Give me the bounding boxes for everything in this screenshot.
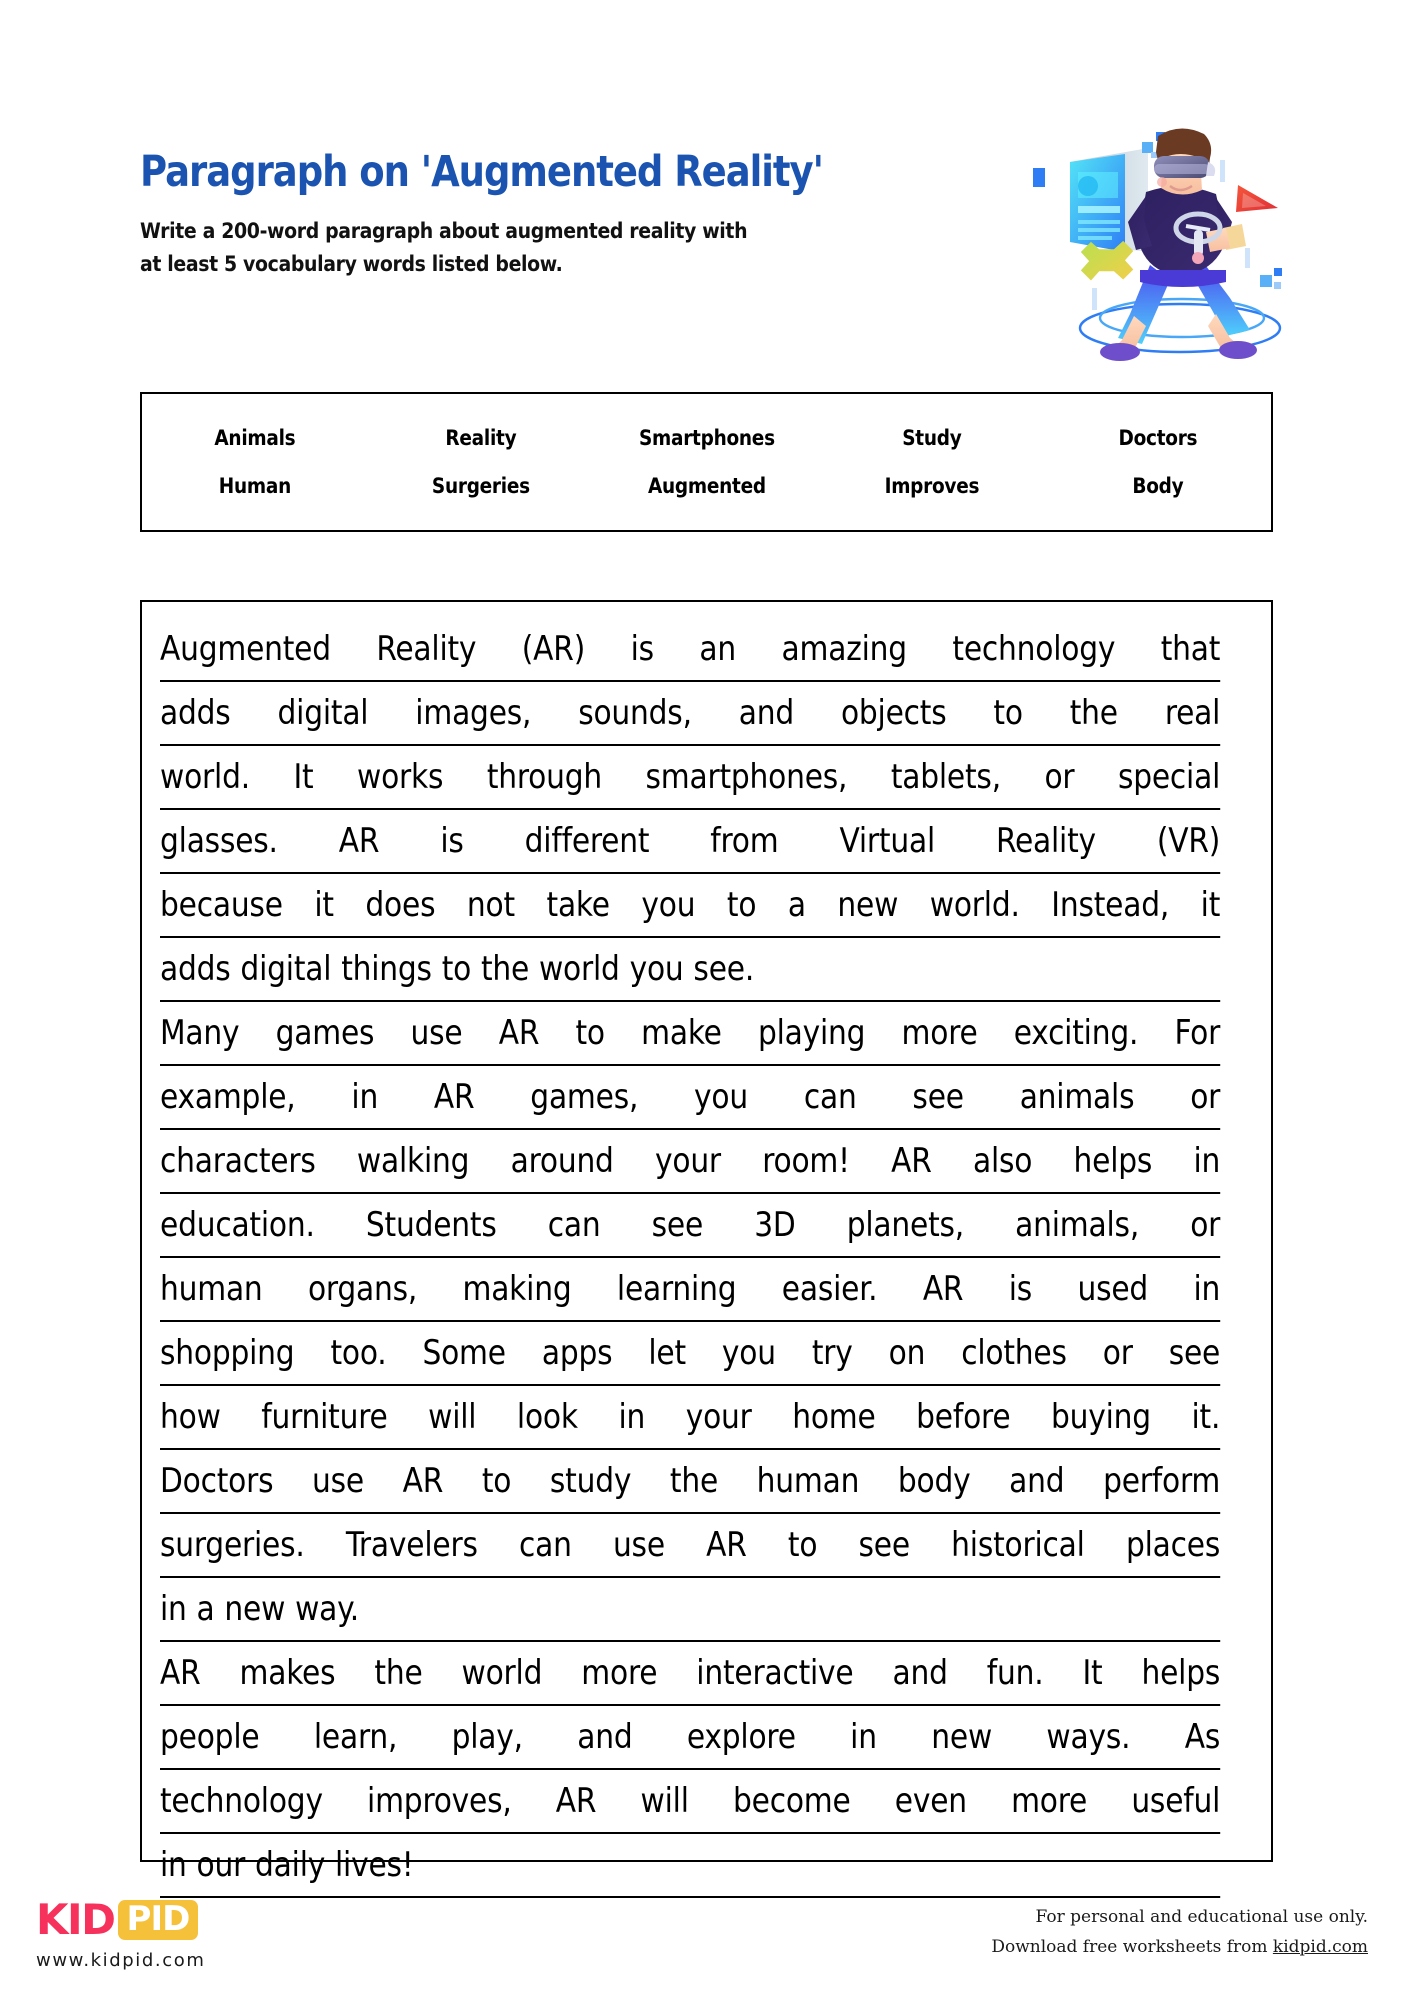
- answer-word: technology: [160, 1781, 323, 1821]
- answer-word: Augmented: [160, 629, 331, 669]
- answer-word: amazing: [781, 629, 907, 669]
- answer-word: before: [916, 1397, 1011, 1437]
- answer-word: useful: [1131, 1781, 1221, 1821]
- answer-word: make: [641, 1013, 722, 1053]
- answer-word: body: [897, 1461, 971, 1501]
- answer-word: or: [1102, 1333, 1133, 1373]
- answer-line[interactable]: [160, 1770, 1220, 1834]
- vocab-word: Reality: [445, 426, 517, 450]
- vocab-word: Doctors: [1118, 426, 1198, 450]
- answer-word: you: [641, 885, 696, 925]
- vocab-word: Improves: [884, 474, 980, 498]
- answer-word: AR: [160, 1653, 201, 1693]
- answer-word: different: [524, 821, 650, 861]
- answer-word: AR: [922, 1269, 964, 1309]
- answer-word: our: [196, 1845, 246, 1885]
- answer-word: human: [160, 1269, 263, 1309]
- answer-line[interactable]: [160, 1386, 1220, 1450]
- answer-word: see: [912, 1077, 964, 1117]
- answer-word: become: [732, 1781, 851, 1821]
- answer-word: new: [224, 1589, 286, 1629]
- answer-line[interactable]: [160, 1706, 1220, 1770]
- answer-word: a: [787, 885, 806, 925]
- answer-word: clothes: [961, 1333, 1067, 1373]
- answer-word: more: [1011, 1781, 1088, 1821]
- answer-word: the: [669, 1461, 719, 1501]
- answer-word: It: [293, 757, 314, 797]
- answer-word: Some: [422, 1333, 506, 1373]
- answer-word: helps: [1073, 1141, 1153, 1181]
- triangle-shape-icon: [1236, 185, 1278, 212]
- answer-word: apps: [541, 1333, 613, 1373]
- answer-word: Travelers: [345, 1525, 478, 1565]
- answer-word: world.: [160, 757, 250, 797]
- answer-word: or: [1190, 1205, 1221, 1245]
- answer-word: Virtual: [839, 821, 935, 861]
- answer-word: in: [618, 1397, 646, 1437]
- answer-word: characters: [160, 1141, 316, 1181]
- answer-word: planets,: [846, 1205, 964, 1245]
- answer-word: new: [837, 885, 899, 925]
- answer-word: Many: [160, 1013, 240, 1053]
- answer-word: historical: [951, 1525, 1085, 1565]
- answer-line[interactable]: [160, 618, 1220, 682]
- answer-word: take: [546, 885, 610, 925]
- vocab-word: Animals: [214, 426, 296, 450]
- answer-word: see: [1168, 1333, 1221, 1373]
- answer-word: things: [341, 949, 432, 989]
- worksheet-header: [140, 147, 1070, 280]
- answer-word: making: [462, 1269, 572, 1309]
- answer-word: special: [1117, 757, 1221, 797]
- answer-word: home: [792, 1397, 876, 1437]
- answer-word: an: [699, 629, 737, 669]
- answer-word: in: [351, 1077, 379, 1117]
- answer-word: use: [612, 1525, 665, 1565]
- answer-word: in: [160, 1845, 187, 1885]
- vocab-word: Augmented: [647, 474, 766, 498]
- answer-word: AR: [402, 1461, 444, 1501]
- answer-word: games: [275, 1013, 375, 1053]
- answer-word: learning: [616, 1269, 737, 1309]
- answer-word: explore: [686, 1717, 796, 1757]
- answer-line[interactable]: [160, 1066, 1220, 1130]
- answer-word: (VR): [1156, 821, 1221, 861]
- answer-word: animals: [1019, 1077, 1135, 1117]
- vocab-word: Surgeries: [431, 474, 530, 498]
- answer-word: the: [480, 949, 530, 989]
- answer-word: works: [357, 757, 444, 797]
- answer-word: play,: [451, 1717, 523, 1757]
- answer-line[interactable]: [160, 1642, 1220, 1706]
- answer-word: learn,: [313, 1717, 398, 1757]
- answer-word: places: [1125, 1525, 1221, 1565]
- answer-word: in: [160, 1589, 187, 1629]
- answer-word: does: [365, 885, 436, 925]
- answer-word: world.: [929, 885, 1020, 925]
- answer-word: (AR): [521, 629, 586, 669]
- answer-word: see: [858, 1525, 910, 1565]
- answer-word: example,: [160, 1077, 296, 1117]
- answer-word: AR: [706, 1525, 747, 1565]
- answer-word: or: [1044, 757, 1075, 797]
- answer-word: exciting.: [1013, 1013, 1139, 1053]
- answer-word: is: [440, 821, 464, 861]
- answer-line[interactable]: [160, 682, 1220, 746]
- answer-word: let: [648, 1333, 686, 1373]
- answer-word: you: [721, 1333, 776, 1373]
- answer-word: easier.: [781, 1269, 878, 1309]
- answer-word: on: [888, 1333, 926, 1373]
- answer-word: in: [850, 1717, 877, 1757]
- answer-word: AR: [338, 821, 380, 861]
- answer-word: furniture: [261, 1397, 388, 1437]
- answer-word: used: [1077, 1269, 1149, 1309]
- answer-word: shopping: [160, 1333, 295, 1373]
- answer-word: Doctors: [160, 1461, 274, 1501]
- answer-word: to: [481, 1461, 512, 1501]
- vocabulary-word-bank: [140, 392, 1273, 532]
- worksheet-instructions: [140, 215, 977, 280]
- instruction-line-2: at least 5 vocabulary words listed below.: [140, 251, 563, 276]
- answer-word: smartphones,: [645, 757, 848, 797]
- answer-word: can: [547, 1205, 601, 1245]
- boy-using-vr-headset-illustration: [1030, 100, 1310, 365]
- answer-word: that: [1160, 629, 1221, 669]
- answer-word: is: [630, 629, 654, 669]
- answer-word: world: [538, 949, 620, 989]
- logo-mark: [36, 1897, 266, 1943]
- answer-word: even: [894, 1781, 967, 1821]
- vocab-word: Body: [1132, 474, 1184, 498]
- answer-word: human: [756, 1461, 860, 1501]
- logo-pid-badge: [118, 1900, 199, 1940]
- answer-line[interactable]: [160, 1130, 1220, 1194]
- answer-word: improves,: [367, 1781, 512, 1821]
- answer-word: study: [549, 1461, 632, 1501]
- answer-word: AR: [555, 1781, 597, 1821]
- answer-word: makes: [239, 1653, 336, 1693]
- answer-line[interactable]: [160, 1002, 1220, 1066]
- answer-word: or: [1190, 1077, 1221, 1117]
- answer-word: and: [1009, 1461, 1065, 1501]
- answer-word: the: [1069, 693, 1118, 733]
- answer-word: Instead,: [1051, 885, 1170, 925]
- answer-word: see.: [693, 949, 755, 989]
- answer-word: will: [428, 1397, 477, 1437]
- answer-word: perform: [1103, 1461, 1221, 1501]
- answer-word: lives!: [334, 1845, 414, 1885]
- footer-note-line-2: [991, 1933, 1368, 1963]
- logo-website-url: www.kidpid.com: [36, 1950, 206, 1971]
- answer-word: sounds,: [578, 693, 692, 733]
- answer-word: you: [629, 949, 684, 989]
- answer-word: too.: [330, 1333, 387, 1373]
- answer-line[interactable]: [160, 1194, 1220, 1258]
- answer-word: can: [518, 1525, 572, 1565]
- answer-line[interactable]: [160, 1322, 1220, 1386]
- answer-word: can: [803, 1077, 857, 1117]
- answer-word: way.: [295, 1589, 360, 1629]
- answer-word: to: [787, 1525, 818, 1565]
- answer-word: to: [726, 885, 757, 925]
- vocab-word: Study: [902, 426, 962, 450]
- answer-line[interactable]: [160, 874, 1220, 938]
- answer-word: interactive: [696, 1653, 854, 1693]
- answer-word: it: [1200, 885, 1221, 925]
- answer-word: people: [160, 1717, 260, 1757]
- answer-word: how: [160, 1397, 221, 1437]
- vocabulary-row-2: [142, 474, 1271, 498]
- vocabulary-row-1: [142, 426, 1271, 450]
- answer-word: more: [901, 1013, 978, 1053]
- answer-word: in: [1193, 1141, 1221, 1181]
- answer-word: objects: [840, 693, 947, 733]
- answer-line[interactable]: [160, 1514, 1220, 1578]
- answer-word: your: [685, 1397, 752, 1437]
- answer-word: to: [575, 1013, 605, 1053]
- answer-word: to: [993, 693, 1023, 733]
- answer-word: through: [486, 757, 602, 797]
- answer-word: images,: [415, 693, 532, 733]
- answer-line[interactable]: [160, 1258, 1220, 1322]
- torso: [1128, 186, 1246, 287]
- answer-word: in: [1193, 1269, 1221, 1309]
- logo-pid-text: PID: [126, 1899, 190, 1939]
- answer-word: real: [1164, 693, 1221, 733]
- answer-word: to: [441, 949, 472, 989]
- answer-word: buying: [1050, 1397, 1151, 1437]
- answer-word: As: [1184, 1717, 1221, 1757]
- answer-word: and: [892, 1653, 948, 1693]
- answer-word: tablets,: [890, 757, 1001, 797]
- answer-word: will: [640, 1781, 689, 1821]
- answer-word: around: [510, 1141, 614, 1181]
- answer-word: because: [160, 885, 283, 925]
- answer-word: technology: [952, 629, 1116, 669]
- answer-line[interactable]: [160, 1834, 1220, 1898]
- answer-word: animals,: [1015, 1205, 1140, 1245]
- answer-word: it.: [1191, 1397, 1221, 1437]
- answer-word: room!: [762, 1141, 850, 1181]
- answer-word: your: [655, 1141, 721, 1181]
- answer-word: 3D: [754, 1205, 796, 1245]
- answer-word: use: [410, 1013, 463, 1053]
- answer-word: it: [314, 885, 334, 925]
- answer-word: the: [374, 1653, 423, 1693]
- kidpid-link[interactable]: kidpid.com: [1272, 1936, 1368, 1957]
- answer-line[interactable]: [160, 938, 1220, 1002]
- answer-word: helps: [1141, 1653, 1221, 1693]
- answer-word: glasses.: [160, 821, 278, 861]
- head: [1154, 128, 1215, 194]
- answer-word: also: [972, 1141, 1033, 1181]
- answer-word: AR: [498, 1013, 540, 1053]
- answer-word: world: [461, 1653, 543, 1693]
- answer-word: you: [694, 1077, 749, 1117]
- answer-word: not: [466, 885, 515, 925]
- answer-word: playing: [757, 1013, 866, 1053]
- vocab-word: Human: [218, 474, 291, 498]
- answer-word: education.: [160, 1205, 315, 1245]
- answer-word: surgeries.: [160, 1525, 305, 1565]
- answer-word: adds: [160, 949, 231, 989]
- footer-note-line-1: For personal and educational use only.: [1035, 1907, 1368, 1927]
- answer-word: more: [581, 1653, 658, 1693]
- answer-writing-area[interactable]: [140, 600, 1273, 1885]
- answer-word: daily: [255, 1845, 326, 1885]
- answer-word: use: [312, 1461, 365, 1501]
- answer-word: is: [1008, 1269, 1033, 1309]
- answer-word: see: [651, 1205, 704, 1245]
- answer-word: and: [577, 1717, 633, 1757]
- answer-line[interactable]: [160, 1578, 1220, 1642]
- answer-word: Reality: [996, 821, 1096, 861]
- answer-word: games,: [530, 1077, 639, 1117]
- answer-word: Students: [365, 1205, 497, 1245]
- answer-word: For: [1174, 1013, 1221, 1053]
- vocab-word: Smartphones: [638, 426, 775, 450]
- answer-word: walking: [356, 1141, 470, 1181]
- page-title: Paragraph on 'Augmented Reality': [140, 147, 823, 197]
- kidpid-logo: [36, 1897, 266, 1971]
- logo-kid-text: KID: [36, 1895, 115, 1944]
- answer-word: a: [196, 1589, 215, 1629]
- answer-word: fun.: [986, 1653, 1044, 1693]
- answer-word: digital: [277, 693, 369, 733]
- answer-word: and: [738, 693, 795, 733]
- answer-line[interactable]: [160, 746, 1220, 810]
- answer-word: adds: [160, 693, 231, 733]
- answer-line[interactable]: [160, 1450, 1220, 1514]
- answer-word: ways.: [1046, 1717, 1131, 1757]
- answer-word: digital: [240, 949, 332, 989]
- answer-word: organs,: [307, 1269, 418, 1309]
- instruction-line-1: Write a 200-word paragraph about augmented reality with: [140, 219, 748, 244]
- footer-usage-note: [991, 1903, 1368, 1963]
- answer-word: AR: [891, 1141, 932, 1181]
- footer-note-prefix: Download free worksheets from: [991, 1936, 1273, 1957]
- answer-word: try: [811, 1333, 853, 1373]
- answer-word: new: [931, 1717, 993, 1757]
- answer-word: Reality: [376, 629, 477, 669]
- answer-word: It: [1082, 1653, 1103, 1693]
- answer-line[interactable]: [160, 810, 1220, 874]
- answer-word: look: [516, 1397, 578, 1437]
- answer-word: AR: [433, 1077, 475, 1117]
- answer-word: from: [710, 821, 779, 861]
